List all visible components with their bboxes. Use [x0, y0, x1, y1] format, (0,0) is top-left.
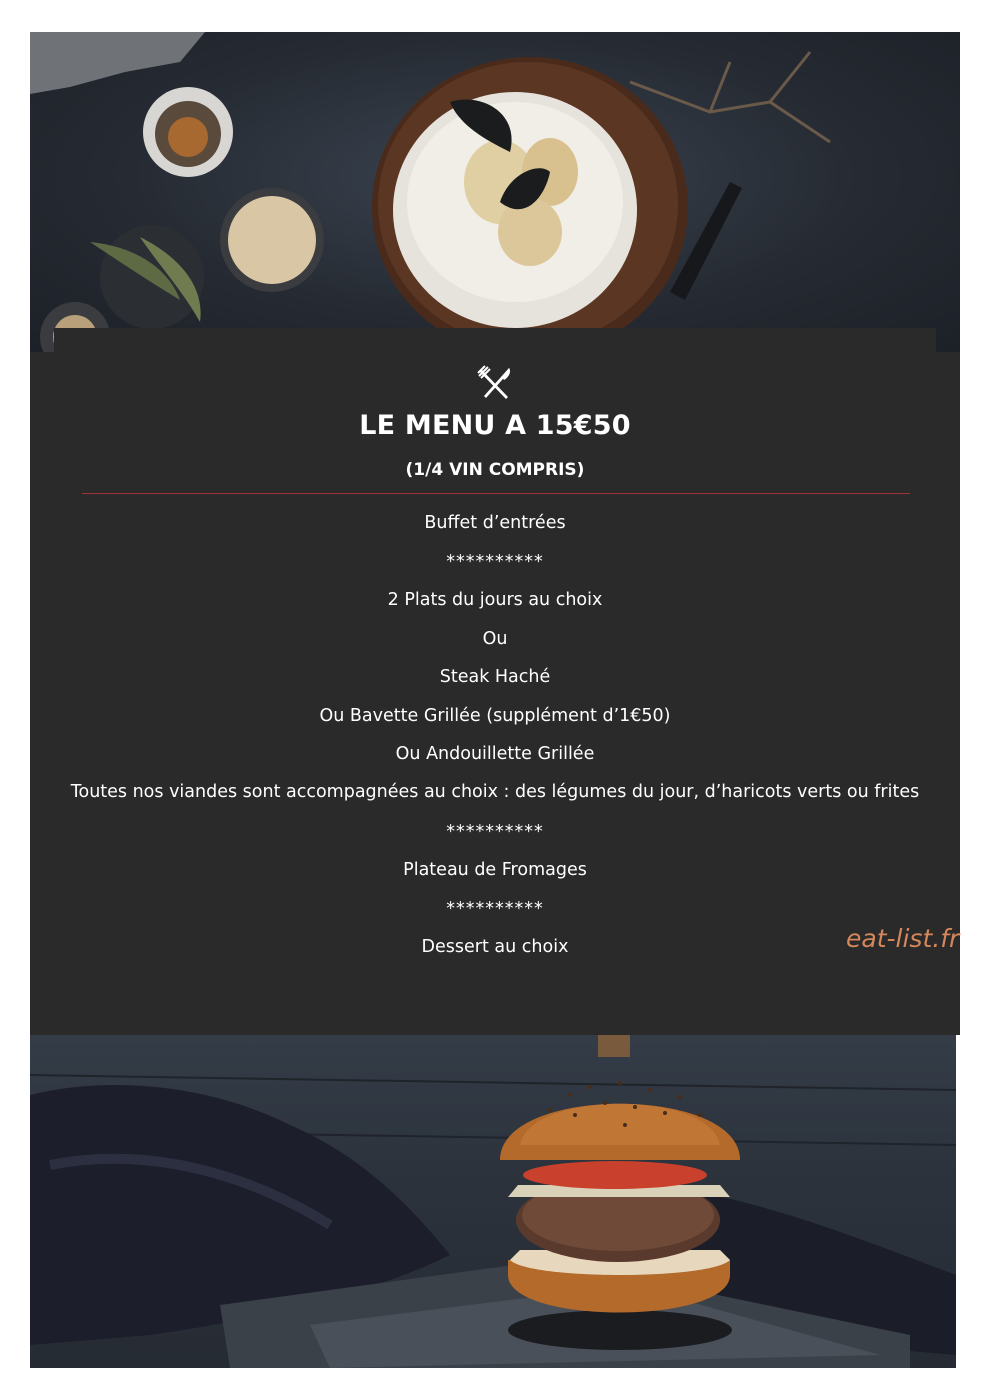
- menu-separator: **********: [446, 551, 544, 572]
- menu-separator: **********: [446, 898, 544, 919]
- menu-title: LE MENU A 15€50: [359, 410, 631, 441]
- cutlery-icon: [476, 364, 514, 402]
- menu-item-bavette: Ou Bavette Grillée (supplément d’1€50): [319, 705, 671, 726]
- menu-item-andouillette: Ou Andouillette Grillée: [395, 744, 595, 764]
- menu-item-daily-dishes: 2 Plats du jours au choix: [387, 590, 603, 610]
- menu-item-sides-note: Toutes nos viandes sont accompagnées au choix : des légumes du jour, d’haricots verts ou frites: [70, 781, 920, 802]
- menu-item-cheese: Plateau de Fromages: [403, 860, 587, 880]
- panel-tab: [54, 328, 936, 352]
- menu-item-steak: Steak Haché: [439, 667, 551, 687]
- menu-item-starters: Buffet d’entrées: [424, 513, 566, 533]
- menu-subtitle: (1/4 VIN COMPRIS): [405, 460, 585, 480]
- menu-item-or: Ou: [482, 628, 508, 649]
- burger-photo: [30, 1035, 956, 1368]
- dessert-photo: [30, 32, 960, 352]
- menu-panel: [30, 352, 960, 1035]
- menu-separator: **********: [446, 821, 544, 842]
- menu-list: [70, 504, 920, 967]
- title-divider: [82, 493, 910, 494]
- watermark: eat-list.fr: [846, 924, 960, 953]
- menu-item-dessert: Dessert au choix: [421, 937, 569, 957]
